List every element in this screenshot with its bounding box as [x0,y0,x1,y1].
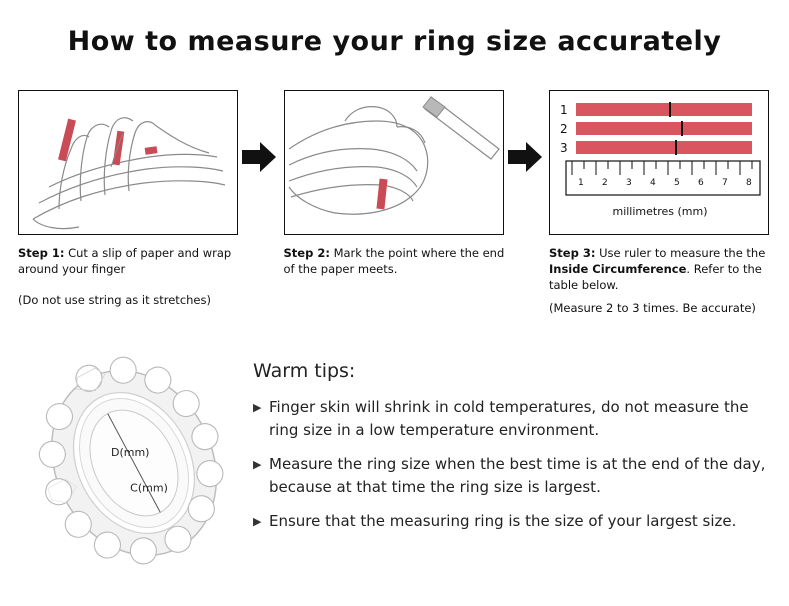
svg-text:6: 6 [698,178,704,188]
bullet-icon: ▶ [253,515,262,528]
step-1-image [18,90,238,235]
step-1 [18,90,240,308]
pencil-icon [423,97,499,159]
diamond-eternity-ring-illustration [22,345,247,580]
step-2-caption [284,245,509,277]
step-2-text: Mark the point where the end of the paper meets. [283,246,505,276]
list-item [253,396,768,442]
svg-text:1: 1 [560,103,568,117]
circumference-label: C(mm) [130,481,168,495]
hand-marking-paper-illustration [285,91,504,235]
svg-text:2: 2 [602,178,608,188]
svg-text:3: 3 [626,178,632,188]
ring-illustration-wrap [22,345,247,580]
step-2-image [284,90,504,235]
step-3-text-emphasis: Inside Circumference [549,262,687,276]
step-3-image [549,90,769,235]
step-1-note: (Do not use string as it stretches) [18,293,211,307]
warm-tips-section [253,360,768,544]
list-item [253,453,768,499]
step-3-label: Step 3: [549,246,596,260]
step-3-caption [549,245,774,293]
step-1-text: Cut a slip of paper and wrap around your finger [18,246,232,276]
svg-text:1: 1 [578,178,584,188]
page-title: How to measure your ring size accurately [67,26,722,57]
warm-tips-title: Warm tips: [253,360,356,382]
bullet-icon: ▶ [253,458,262,471]
hand-with-paper-strip-illustration [19,91,238,235]
step-1-label: Step 1: [18,246,65,260]
step-3 [549,90,771,316]
bullet-icon: ▶ [253,401,262,414]
ruler-unit-label: millimetres (mm) [612,205,708,218]
step-1-caption [18,245,243,277]
svg-text:4: 4 [650,178,656,188]
step-2 [284,90,506,293]
step-2-label: Step 2: [283,246,330,260]
svg-text:2: 2 [560,122,568,136]
svg-text:7: 7 [722,178,728,188]
diameter-label: D(mm) [111,445,150,459]
svg-text:3: 3 [560,141,568,155]
arrow-icon-1 [240,90,264,235]
arrow-icon-2 [506,90,530,235]
svg-text:5: 5 [674,178,680,188]
step-3-note: (Measure 2 to 3 times. Be accurate) [549,301,756,315]
list-item [253,510,768,533]
tip-text: Ensure that the measuring ring is the size of your largest size. [269,512,737,530]
ruler-measuring-paper-strips-illustration [550,91,769,235]
tip-text: Finger skin will shrink in cold temperatures, do not measure the ring size in a low temperature environment. [269,398,749,439]
svg-text:8: 8 [746,178,752,188]
tip-text: Measure the ring size when the best time is at the end of the day, because at that time the ring size is largest. [269,455,766,496]
step-3-text: Use ruler to measure the the Inside Circumference. Refer to the table below. [549,246,766,292]
steps-row [18,90,771,316]
